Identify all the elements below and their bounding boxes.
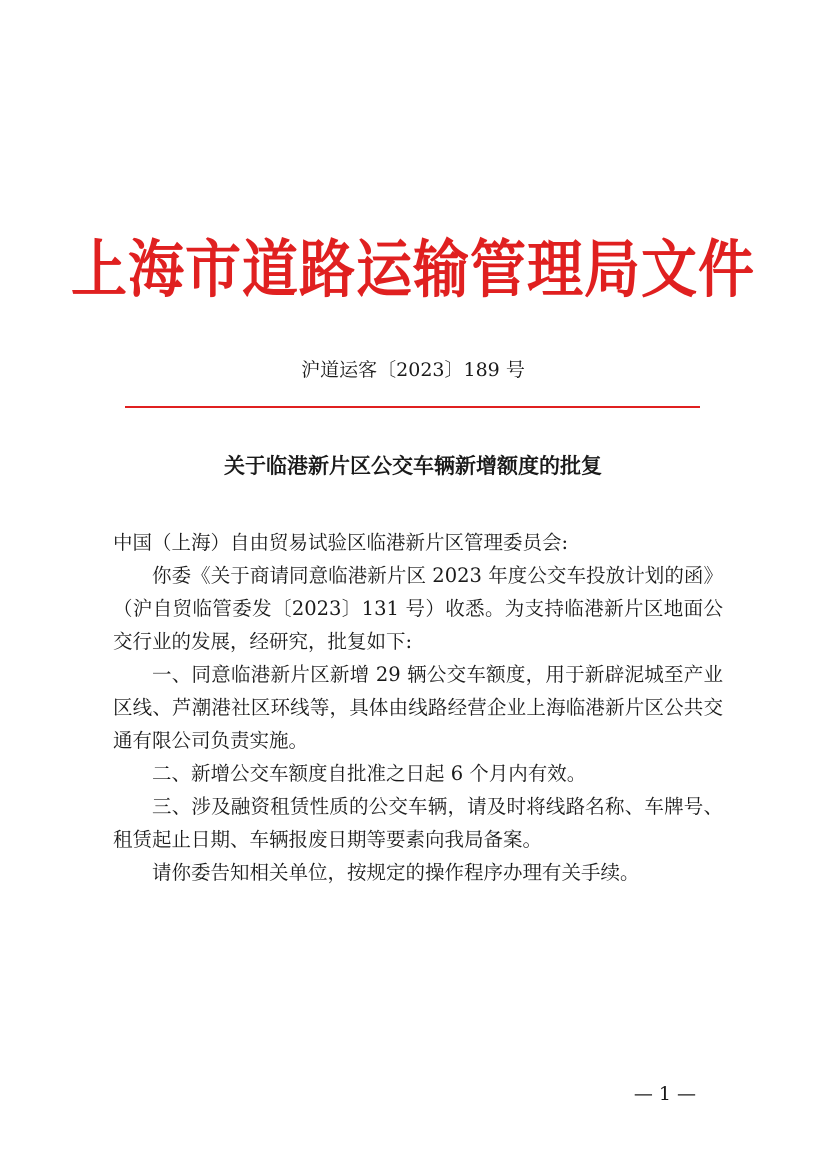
body-paragraph: 一、同意临港新片区新增 29 辆公交车额度，用于新辟泥城至产业区线、芦潮港社区环线等，具体由线路经营企业上海临港新片区公共交通有限公司负责实施。 xyxy=(113,663,723,752)
issuer-masthead: 上海市道路运输管理局文件 xyxy=(71,232,755,307)
document-number: 沪道运客〔2023〕189 号 xyxy=(301,359,525,381)
red-divider-line xyxy=(125,406,700,408)
document-body xyxy=(113,526,723,889)
body-paragraph: 二、新增公交车额度自批准之日起 6 个月内有效。 xyxy=(152,762,587,785)
addressee: 中国（上海）自由贸易试验区临港新片区管理委员会: xyxy=(113,531,569,554)
document-title: 关于临港新片区公交车辆新增额度的批复 xyxy=(224,454,602,478)
body-paragraph: 三、涉及融资租赁性质的公交车辆，请及时将线路名称、车牌号、租赁起止日期、车辆报废日期等要素向我局备案。 xyxy=(113,795,723,851)
page-number: — 1 — xyxy=(633,1083,696,1105)
body-paragraph: 请你委告知相关单位，按规定的操作程序办理有关手续。 xyxy=(152,861,640,884)
body-paragraph: 你委《关于商请同意临港新片区 2023 年度公交车投放计划的函》（沪自贸临管委发〔2023〕131 号）收悉。为支持临港新片区地面公交行业的发展，经研究，批复如下: xyxy=(113,564,723,653)
